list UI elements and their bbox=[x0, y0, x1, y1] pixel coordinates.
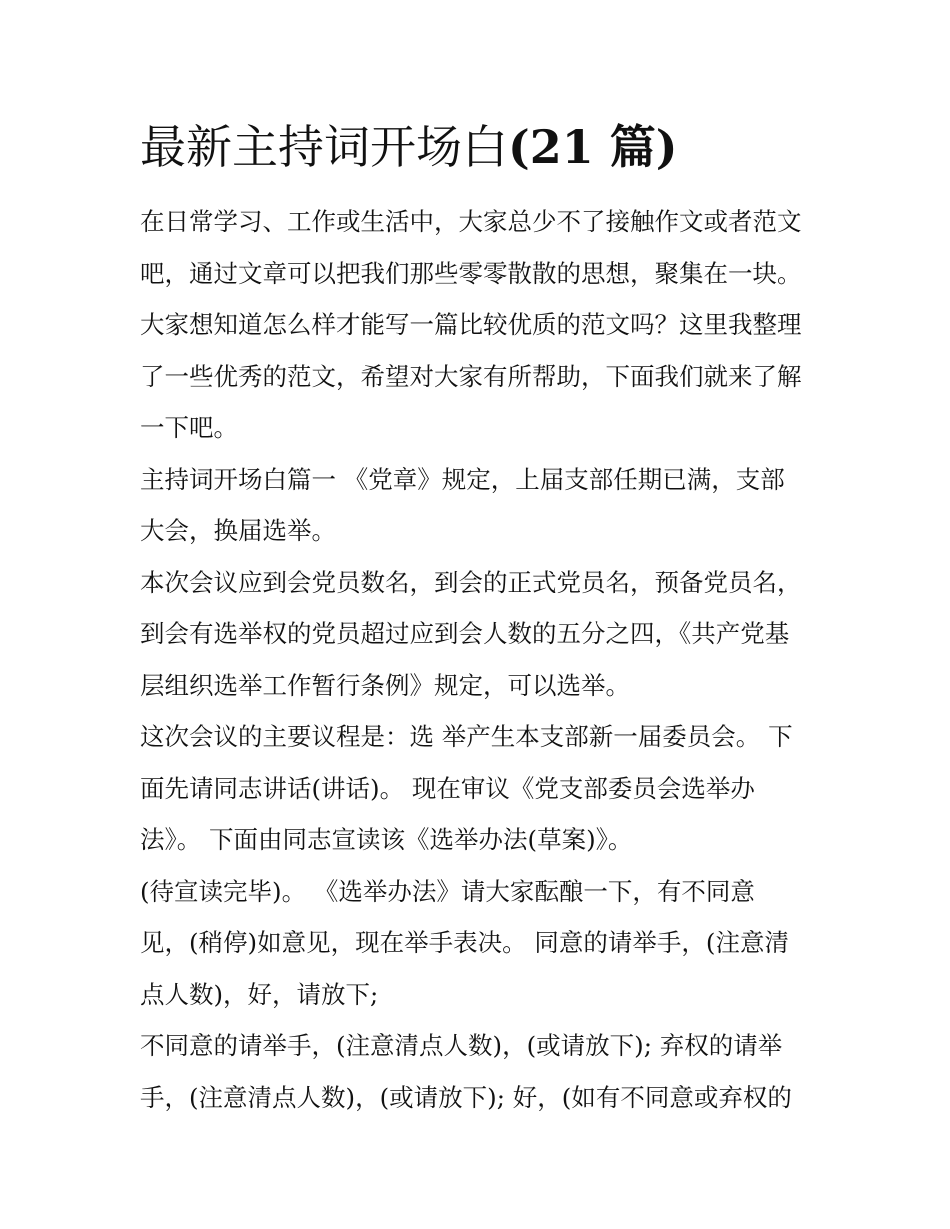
body-line: (待宣读完毕)。 《选举办法》请大家酝酿一下，有不同意 bbox=[140, 876, 755, 906]
body-line: 大会，换届选举。 bbox=[140, 516, 336, 545]
body-line: 面先请同志讲话(讲话)。 现在审议《党支部委员会选举办 bbox=[140, 773, 755, 803]
title-count: (21 篇) bbox=[508, 120, 678, 174]
body-line: 主持词开场白篇一 《党章》规定，上届支部任期已满，支部 bbox=[140, 464, 785, 494]
body-line: 在日常学习、工作或生活中，大家总少不了接触作文或者范文 bbox=[140, 207, 802, 236]
body-line: 手，(注意清点人数)，(或请放下); 好，(如有不同意或弃权的 bbox=[140, 1082, 792, 1112]
body-line: 层组织选举工作暂行条例》规定，可以选举。 bbox=[140, 670, 630, 700]
body-line: 法》。 下面由同志宣读该《选举办法(草案)》。 bbox=[140, 825, 633, 854]
body-line: 不同意的请举手，(注意清点人数)，(或请放下); 弃权的请举 bbox=[140, 1031, 783, 1060]
body-line: 了一些优秀的范文，希望对大家有所帮助，下面我们就来了解 bbox=[140, 361, 802, 391]
body-line: 见，(稍停)如意见，现在举手表决。 同意的请举手，(注意清 bbox=[140, 928, 789, 957]
title-main: 最新主持词开场白 bbox=[140, 120, 508, 174]
body-line: 本次会议应到会党员数名，到会的正式党员名，预备党员名， bbox=[140, 567, 802, 597]
body-line: 到会有选举权的党员超过应到会人数的五分之四，《共产党基 bbox=[140, 619, 790, 648]
body-line: 点人数)，好，请放下; bbox=[140, 979, 379, 1009]
body-line: 吧，通过文章可以把我们那些零零散散的思想，聚集在一块。 bbox=[140, 258, 802, 288]
body-line: 这次会议的主要议程是：选 举产生本支部新一届委员会。 下 bbox=[140, 722, 793, 751]
document-title bbox=[140, 112, 840, 182]
body-line: 大家想知道怎么样才能写一篇比较优质的范文吗？这里我整理 bbox=[140, 310, 802, 339]
document-body bbox=[140, 196, 816, 1123]
body-line: 一下吧。 bbox=[140, 413, 238, 442]
